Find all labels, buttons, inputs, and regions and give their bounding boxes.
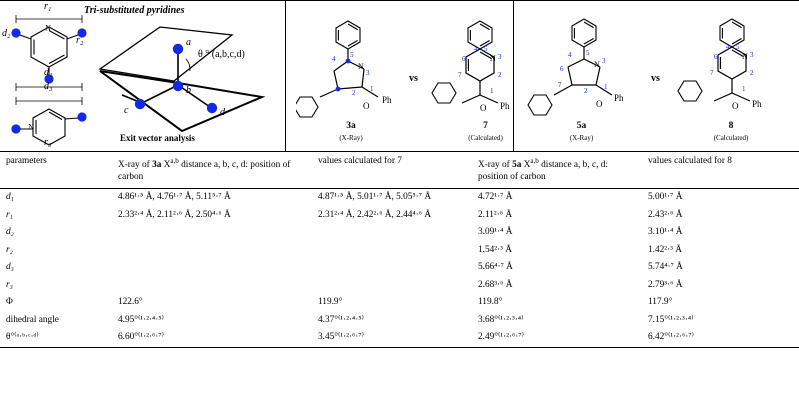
row-xray3a: 2.33²·⁴ Å, 2.11²·⁶ Å, 2.50⁴·⁶ Å bbox=[118, 209, 231, 220]
table-row bbox=[0, 242, 799, 260]
svg-text:Ph: Ph bbox=[500, 101, 510, 111]
svg-text:Ph: Ph bbox=[614, 93, 624, 103]
caption-3a-name: 3a bbox=[346, 121, 356, 131]
header-xray-3a bbox=[112, 152, 312, 189]
row-param: dihedral angle bbox=[6, 314, 59, 325]
header-xray-3a-pre: X-ray of bbox=[118, 160, 153, 171]
header-xray-3a-sup: a,b bbox=[170, 157, 179, 165]
svg-text:d: d bbox=[220, 107, 225, 118]
svg-text:N: N bbox=[594, 60, 600, 69]
exit-vector-title: Tri-substituted pyridines bbox=[84, 5, 185, 16]
svg-text:b: b bbox=[186, 85, 191, 96]
header-xray-3a-mid: X bbox=[161, 160, 171, 171]
header-xray-3a-post: distance a, b, c, d: position of carbon bbox=[118, 160, 291, 182]
row-calc8: 1.42²·³ Å bbox=[648, 244, 682, 255]
label-r3: r₃ bbox=[44, 137, 52, 148]
structure-3a bbox=[296, 11, 406, 121]
row-xray3a: 4.95°⁽¹·²·⁴·⁵⁾ bbox=[118, 314, 164, 325]
svg-text:a: a bbox=[186, 37, 191, 48]
svg-text:7: 7 bbox=[458, 71, 462, 79]
row-param: r₂ bbox=[6, 244, 13, 255]
theta-label: θ ° (a,b,c,d) bbox=[198, 49, 245, 60]
svg-text:N: N bbox=[28, 122, 34, 132]
row-param: r₃ bbox=[6, 279, 13, 290]
svg-text:O: O bbox=[480, 103, 487, 113]
header-parameters: parameters bbox=[0, 152, 112, 189]
structure-8 bbox=[672, 11, 790, 123]
header-xray-3a-compound: 3a bbox=[152, 160, 162, 171]
row-calc7: 4.87¹·⁵ Å, 5.01¹·⁷ Å, 5.05⁵·⁷ Å bbox=[318, 192, 432, 203]
svg-text:6: 6 bbox=[560, 65, 564, 73]
row-calc7: 2.31²·⁴ Å, 2.42²·⁶ Å, 2.44⁴·⁶ Å bbox=[318, 209, 432, 220]
svg-text:Ph: Ph bbox=[752, 99, 762, 109]
row-xray5a: 1.54²·³ Å bbox=[478, 244, 512, 255]
svg-text:c: c bbox=[124, 105, 129, 116]
row-calc8: 7.15°⁽¹·²·³·⁴⁾ bbox=[648, 314, 694, 325]
table-header-row bbox=[0, 152, 799, 189]
row-param: d₁ bbox=[6, 192, 14, 203]
header-xray-5a-sup: a,b bbox=[530, 157, 539, 165]
caption-7-note: (Calculated) bbox=[468, 134, 503, 142]
svg-text:6: 6 bbox=[462, 55, 466, 63]
row-xray3a: 122.6° bbox=[118, 297, 143, 308]
row-param: θ°⁽ᵃ·ᵇ·ᶜ·ᵈ⁾ bbox=[6, 332, 39, 343]
top-panel bbox=[0, 0, 799, 152]
row-calc8: 5.00¹·⁷ Å bbox=[648, 192, 683, 203]
svg-text:4: 4 bbox=[332, 55, 336, 63]
row-xray5a: 4.72¹·⁷ Å bbox=[478, 192, 513, 203]
row-calc7: 4.37°⁽¹·²·⁴·⁵⁾ bbox=[318, 314, 364, 325]
structure-5a bbox=[524, 11, 639, 123]
svg-text:O: O bbox=[363, 101, 370, 111]
row-xray3a: 6.60°⁽¹·²·⁶·⁷⁾ bbox=[118, 332, 164, 343]
row-xray3a: 4.86¹·⁵ Å, 4.76¹·⁷ Å, 5.11⁵·⁷ Å bbox=[118, 192, 231, 203]
row-xray3a bbox=[112, 224, 312, 242]
svg-text:Ph: Ph bbox=[382, 95, 392, 105]
svg-text:3: 3 bbox=[602, 57, 606, 65]
panel-divider-1 bbox=[285, 1, 286, 151]
label-d2: d₂ bbox=[2, 28, 11, 39]
header-xray-5a-mid: X bbox=[521, 160, 531, 171]
caption-8-note: (Calculated) bbox=[713, 134, 749, 142]
row-xray3a bbox=[112, 277, 312, 295]
svg-text:1: 1 bbox=[604, 83, 608, 91]
svg-text:5: 5 bbox=[350, 51, 354, 59]
row-calc8: 3.10¹·⁴ Å bbox=[648, 227, 683, 238]
table-row bbox=[0, 277, 799, 295]
svg-text:7: 7 bbox=[558, 81, 562, 89]
header-xray-5a-post: distance a, b, c, d: position of carbon bbox=[478, 160, 608, 182]
svg-text:N: N bbox=[490, 54, 496, 63]
svg-text:2: 2 bbox=[750, 69, 754, 77]
vs-label-1: vs bbox=[409, 73, 418, 84]
table-row bbox=[0, 294, 799, 312]
svg-text:2: 2 bbox=[584, 87, 588, 95]
label-r2: r₂ bbox=[76, 35, 84, 46]
table-row bbox=[0, 224, 799, 242]
svg-text:4: 4 bbox=[474, 45, 478, 53]
row-calc7: 3.45°⁽¹·²·⁶·⁷⁾ bbox=[318, 332, 364, 343]
label-r1: r₁ bbox=[44, 1, 52, 12]
row-calc7 bbox=[312, 242, 472, 260]
svg-text:1: 1 bbox=[490, 87, 494, 95]
svg-text:5: 5 bbox=[736, 43, 740, 51]
row-param: Φ bbox=[6, 297, 13, 308]
row-calc8: 2.43²·⁶ Å bbox=[648, 209, 683, 220]
row-calc8: 5.74⁴·⁷ Å bbox=[648, 262, 683, 273]
svg-text:O: O bbox=[732, 101, 739, 111]
svg-text:2: 2 bbox=[352, 89, 356, 97]
row-param: d₂ bbox=[6, 227, 14, 238]
header-xray-5a-compound: 5a bbox=[512, 160, 522, 171]
label-d1: d₁ bbox=[44, 67, 53, 78]
row-calc7 bbox=[312, 259, 472, 277]
row-xray5a: 2.49°⁽¹·²·⁶·⁷⁾ bbox=[478, 332, 524, 343]
row-calc7 bbox=[312, 224, 472, 242]
svg-text:4: 4 bbox=[726, 43, 730, 51]
vs-label-2: vs bbox=[651, 73, 660, 84]
table-row bbox=[0, 312, 799, 330]
header-xray-5a bbox=[472, 152, 642, 189]
header-calc-8: values calculated for 8 bbox=[642, 152, 799, 189]
svg-text:N: N bbox=[45, 23, 51, 33]
caption-3a-note: (X-Ray) bbox=[339, 134, 363, 142]
row-xray5a: 2.11²·⁶ Å bbox=[478, 209, 513, 220]
svg-text:7: 7 bbox=[710, 69, 714, 77]
svg-text:2: 2 bbox=[498, 71, 502, 79]
svg-text:3: 3 bbox=[498, 53, 502, 61]
row-param: r₁ bbox=[6, 209, 13, 220]
row-calc8: 117.9° bbox=[648, 297, 673, 308]
table-row bbox=[0, 329, 799, 347]
row-calc7: 119.9° bbox=[318, 297, 343, 308]
caption-8-name: 8 bbox=[728, 121, 734, 131]
svg-text:3: 3 bbox=[750, 51, 754, 59]
parameters-table bbox=[0, 152, 799, 348]
caption-5a-note: (X-Ray) bbox=[569, 134, 594, 142]
exit-vector-caption: Exit vector analysis bbox=[120, 133, 195, 143]
svg-text:3: 3 bbox=[366, 69, 370, 77]
svg-text:5: 5 bbox=[484, 45, 488, 53]
row-calc8: 6.42°⁽¹·²·⁶·⁷⁾ bbox=[648, 332, 694, 343]
row-xray3a bbox=[112, 242, 312, 260]
svg-text:4: 4 bbox=[568, 51, 572, 59]
row-xray5a: 3.09¹·⁴ Å bbox=[478, 227, 513, 238]
svg-text:N: N bbox=[742, 52, 748, 61]
row-calc8: 2.79³·⁶ Å bbox=[648, 279, 683, 290]
row-xray5a: 3.68°⁽¹·²·³·⁴⁾ bbox=[478, 314, 524, 325]
row-xray5a: 5.66⁴·⁷ Å bbox=[478, 262, 513, 273]
svg-text:5: 5 bbox=[586, 49, 590, 57]
caption-5a-name: 5a bbox=[576, 121, 587, 131]
row-xray3a bbox=[112, 259, 312, 277]
header-xray-5a-pre: X-ray of bbox=[478, 160, 513, 171]
exit-vector-diagram bbox=[82, 19, 282, 139]
table-row bbox=[0, 207, 799, 225]
caption-7-name: 7 bbox=[483, 121, 488, 131]
svg-text:1: 1 bbox=[742, 85, 746, 93]
svg-text:1: 1 bbox=[370, 85, 374, 93]
row-xray5a: 2.68³·⁶ Å bbox=[478, 279, 513, 290]
row-param: d₃ bbox=[6, 262, 14, 273]
svg-text:N: N bbox=[358, 62, 364, 71]
row-calc7 bbox=[312, 277, 472, 295]
row-xray5a: 119.8° bbox=[478, 297, 503, 308]
header-calc-7: values calculated for 7 bbox=[312, 152, 472, 189]
svg-text:6: 6 bbox=[714, 53, 718, 61]
label-d3: d₃ bbox=[44, 81, 53, 92]
table-row bbox=[0, 259, 799, 277]
table-row bbox=[0, 189, 799, 207]
svg-text:O: O bbox=[596, 99, 603, 109]
